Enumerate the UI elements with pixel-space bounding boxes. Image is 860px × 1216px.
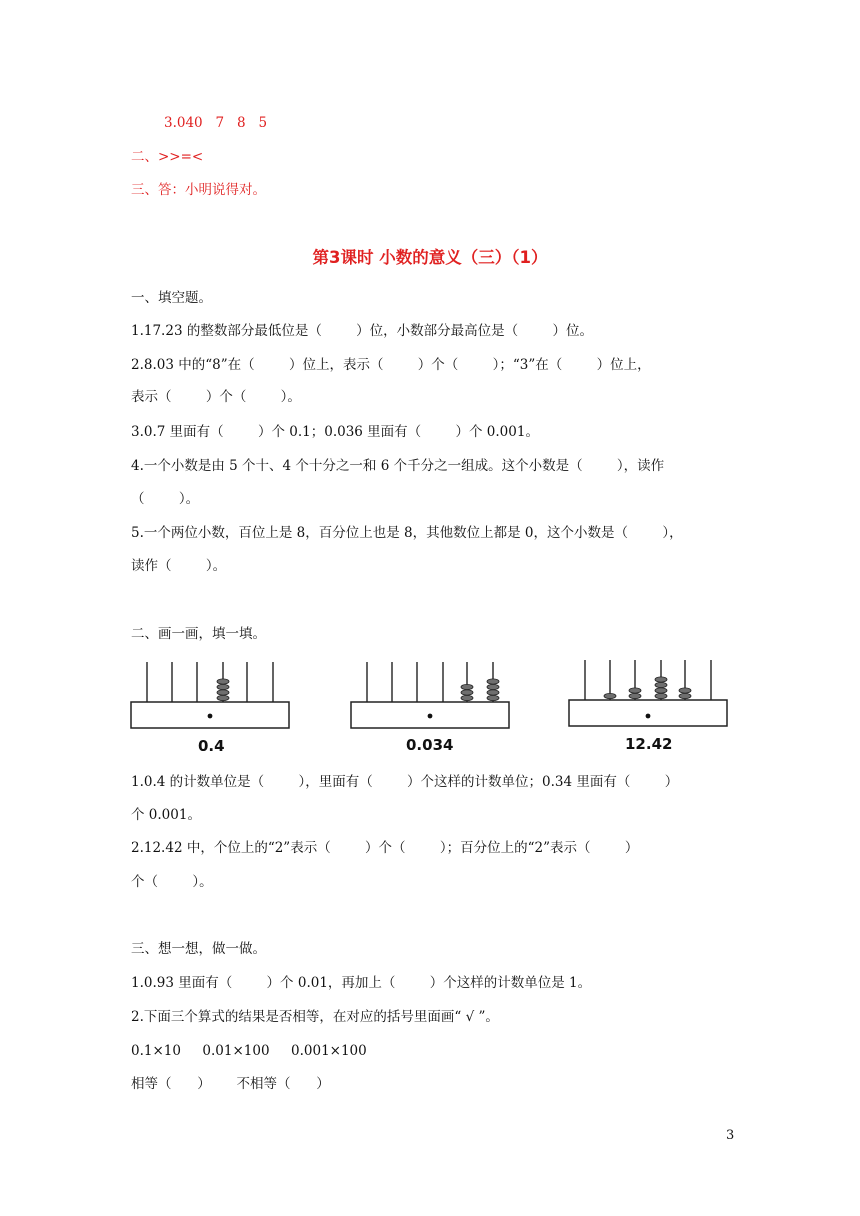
abacus-label-3: 12.42 (625, 735, 673, 753)
answer-line-2: 二、>>=< (131, 149, 204, 165)
section2-q2a: 2.12.42 中，个位上的“2”表示（ ）个（ ）；百分位上的“2”表示（ ） (131, 840, 639, 856)
abacus-bead (604, 693, 616, 698)
abacus-3 (568, 658, 730, 730)
abacus-bead (629, 688, 641, 693)
section1-q1: 1.17.23 的整数部分最低位是（ ）位，小数部分最高位是（ ）位。 (131, 323, 593, 339)
section3-q2: 2.下面三个算式的结果是否相等，在对应的括号里面画“ √ ”。 (131, 1009, 499, 1025)
section2-heading: 二、画一画，填一填。 (131, 626, 266, 642)
page-number: 3 (726, 1128, 735, 1143)
section1-q5a: 5.一个两位小数，百位上是 8，百分位上也是 8，其他数位上都是 0，这个小数是（ ）， (131, 525, 683, 541)
section1-q4a: 4.一个小数是由 5 个十、4 个十分之一和 6 个千分之一组成。这个小数是（ ），读作 (131, 458, 665, 474)
abacus-bead (655, 688, 667, 693)
abacus-bead (679, 688, 691, 693)
section1-q2b: 表示（ ）个（ ）。 (131, 389, 301, 405)
abacus-1 (130, 660, 292, 732)
section2-q1a: 1.0.4 的计数单位是（ ），里面有（ ）个这样的计数单位；0.34 里面有（ ） (131, 774, 679, 790)
section1-q5b: 读作（ ）。 (131, 558, 227, 574)
abacus-bead (655, 682, 667, 687)
section1-q3: 3.0.7 里面有（ ）个 0.1；0.036 里面有（ ）个 0.001。 (131, 424, 539, 440)
answer-line-3: 三、答：小明说得对。 (131, 182, 266, 198)
answer-line-1: 3.040 7 8 5 (164, 115, 268, 131)
section3-expressions: 0.1×10 0.01×100 0.001×100 (131, 1043, 367, 1059)
abacus-bead (655, 693, 667, 698)
section2-q1b: 个 0.001。 (131, 807, 201, 823)
abacus-bead (217, 695, 229, 700)
abacus-bead (461, 690, 473, 695)
section3-heading: 三、想一想，做一做。 (131, 941, 266, 957)
section1-heading: 一、填空题。 (131, 290, 212, 306)
abacus-bead (487, 690, 499, 695)
section1-q2a: 2.8.03 中的“8”在（ ）位上，表示（ ）个（ ）；“3”在（ ）位上， (131, 357, 651, 373)
section3-options: 相等（ ） 不相等（ ） (131, 1076, 330, 1092)
abacus-bead (629, 693, 641, 698)
section2-q2b: 个（ ）。 (131, 874, 213, 890)
abacus-bead (487, 679, 499, 684)
abacus-2 (350, 660, 512, 732)
abacus-bead (487, 684, 499, 689)
abacus-label-2: 0.034 (406, 736, 454, 754)
abacus-bead (487, 695, 499, 700)
abacus-label-1: 0.4 (198, 737, 225, 755)
abacus-bead (217, 690, 229, 695)
abacus-bead (655, 677, 667, 682)
abacus-bead (217, 684, 229, 689)
section1-q4b: （ ）。 (131, 491, 200, 507)
abacus-bead (461, 695, 473, 700)
abacus-bead (461, 684, 473, 689)
section3-q1: 1.0.93 里面有（ ）个 0.01，再加上（ ）个这样的计数单位是 1。 (131, 975, 592, 991)
abacus-bead (679, 693, 691, 698)
lesson-title: 第3课时 小数的意义（三）（1） (312, 248, 548, 267)
abacus-bead (217, 679, 229, 684)
